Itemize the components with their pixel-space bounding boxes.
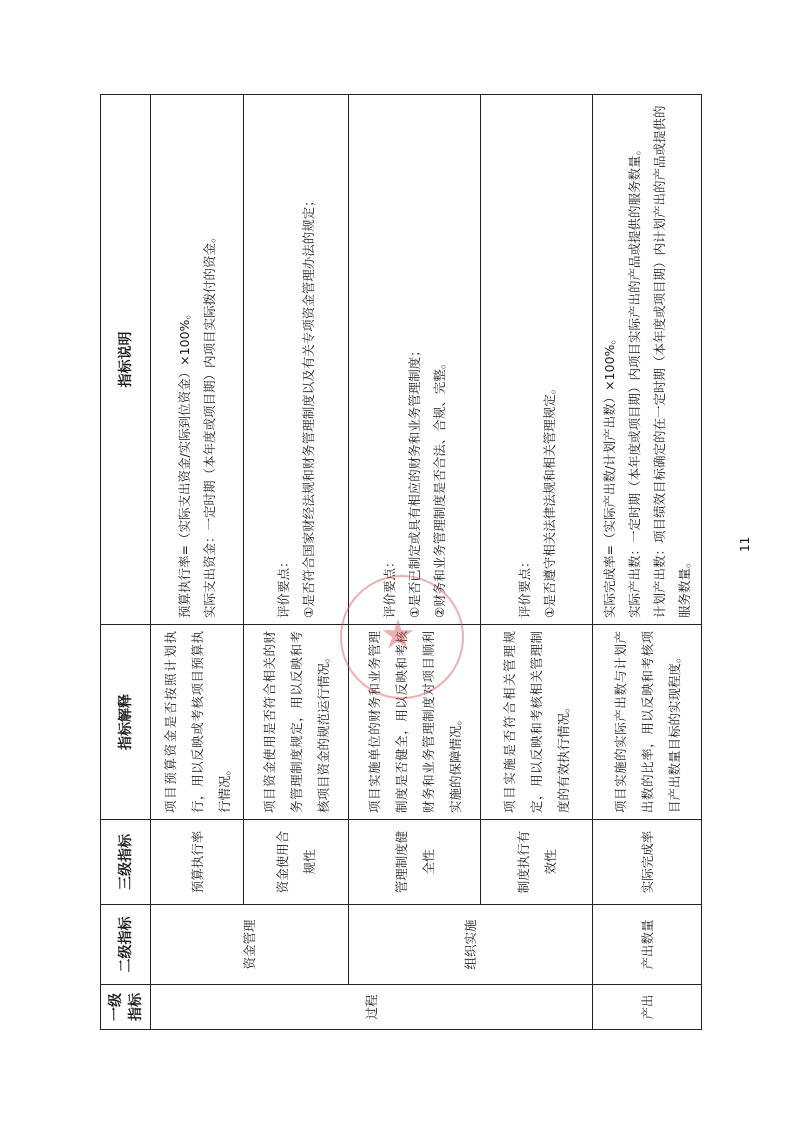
- page-number: 11: [738, 536, 752, 552]
- desc-line: 实际支出资金：一定时期（本年度或项目期）内项目实际拨付的资金。: [202, 230, 217, 618]
- seal-star-icon: ★: [380, 612, 416, 658]
- table-row: [349, 95, 481, 1030]
- desc-line: ①是否符合国家财经法规和财务管理制度以及有关专项资金管理办法的规定；: [301, 194, 316, 618]
- explain-fund-compliance: 项目资金使用是否符合相关的财务管理制度规定，用以反映和考核项目资金的规范运行情况。: [244, 625, 349, 820]
- header-level1: 一级 指标: [101, 985, 151, 1030]
- desc-line: ①是否遵守相关法律法规和相关管理规定。: [541, 381, 557, 618]
- table-row: [481, 95, 593, 1030]
- desc-fund-compliance: [244, 95, 349, 625]
- level1-process: 过程: [151, 985, 593, 1030]
- level3-fund-compliance: 资金使用合规性: [244, 820, 349, 905]
- level2-org-impl: 组织实施: [349, 905, 593, 985]
- explain-system-exec: 项目实施是否符合相关管理规定，用以反映和考核相关管理制度的有效执行情况。: [481, 625, 593, 820]
- desc-system-exec: [481, 95, 593, 625]
- explain-output-rate: 项目实施的实际产出数与计划产出数的比率，用以反映和考核项目产出数量目标的实现程度。: [593, 625, 702, 820]
- level3-output-rate: 实际完成率: [593, 820, 702, 905]
- explain-mgmt-system: 项目实施单位的财务和业务管理制度是否健全，用以反映和考核财务和业务管理制度对项目顺利实施的保障情况。: [349, 625, 481, 820]
- level3-system-exec: 制度执行有效性: [481, 820, 593, 905]
- table-header-row: [101, 95, 151, 1030]
- header-explain: 指标解释: [101, 625, 151, 820]
- desc-line: 实际完成率=（实际产出数/计划产出数）×100%。: [602, 332, 617, 618]
- desc-output-rate: [593, 95, 702, 625]
- level1-output: 产出: [593, 985, 702, 1030]
- desc-line: 评价要点：: [276, 555, 291, 618]
- desc-line: ①是否已制定或具有相应的财务和业务管理制度；: [407, 344, 422, 618]
- header-level3: 三级指标: [101, 820, 151, 905]
- level3-mgmt-system: 管理制度健全性: [349, 820, 481, 905]
- desc-budget-rate: [151, 95, 244, 625]
- level2-fund-mgmt: 资金管理: [151, 905, 349, 985]
- table-row: [593, 95, 702, 1030]
- desc-line: 预算执行率=（实际支出资金/实际到位资金）×100%。: [177, 307, 192, 618]
- desc-line: 实际产出数：一定时期（本年度或项目期）内项目实际产出的产品或提供的服务数量。: [627, 142, 642, 618]
- desc-mgmt-system: [349, 95, 481, 625]
- rotated-document: [100, 95, 692, 1030]
- desc-line: ②财务和业务管理制度是否合法、合规、完整。: [432, 356, 447, 618]
- level3-budget-rate: 预算执行率: [151, 820, 244, 905]
- desc-line: 评价要点：: [382, 555, 397, 618]
- header-level2: 二级指标: [101, 905, 151, 985]
- desc-line: 评价要点：: [516, 555, 532, 618]
- level2-output-qty: 产出数量: [593, 905, 702, 985]
- indicator-table: [100, 94, 702, 1030]
- header-desc: 指标说明: [101, 95, 151, 625]
- desc-line: 计划产出数：项目绩效目标确定的在一定时期（本年度或项目期）内计划产出的产品或提供的服务数量。: [652, 105, 692, 618]
- table-row: [151, 95, 244, 1030]
- table-row: [244, 95, 349, 1030]
- explain-budget-rate: 项目预算资金是否按照计划执行，用以反映或考核项目预算执行情况。: [151, 625, 244, 820]
